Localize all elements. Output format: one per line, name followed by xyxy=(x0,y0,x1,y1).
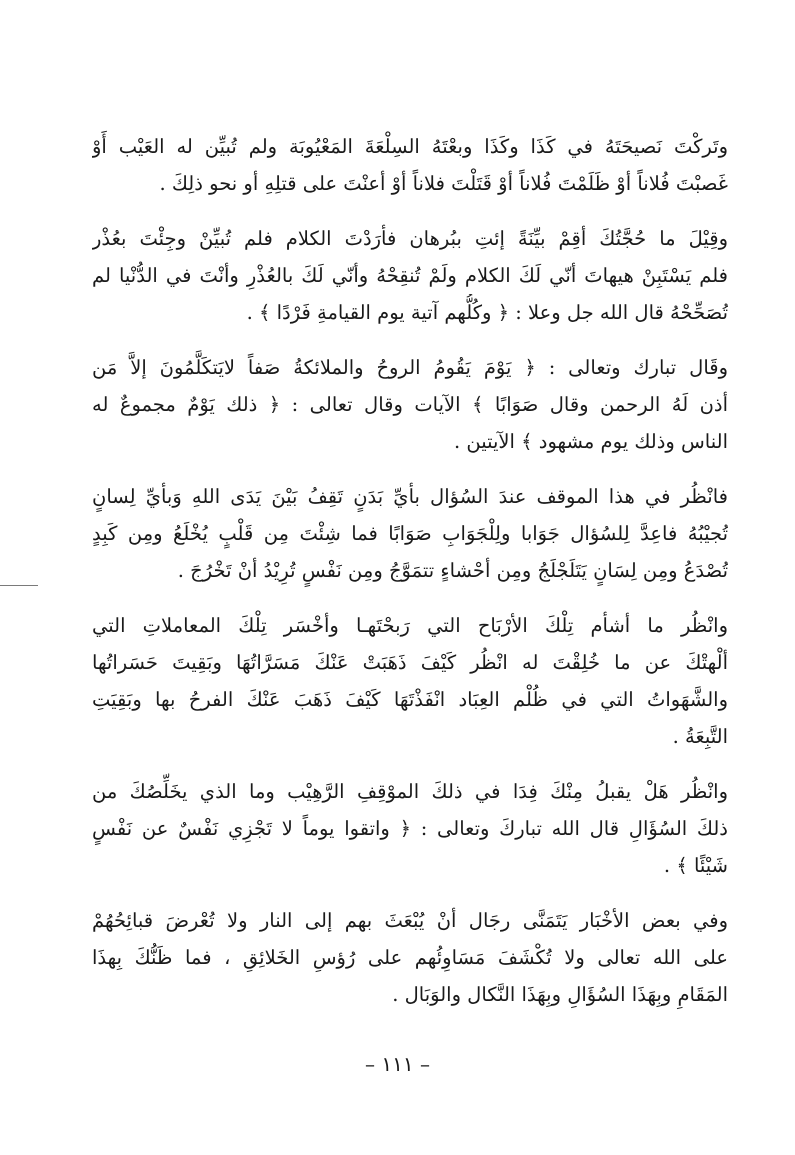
text-line: غَصبْتَ فُلاناً أوْ ظَلَمْتَ فُلاناً أوْ قَتَلْتَ فلاناً أوْ أعنْتَ على قتلِهِ أو نحو ذلِكَ . xyxy=(159,172,728,195)
paragraph-gap xyxy=(92,589,728,607)
text-line: وقِيْلَ ما حُجَّتُكَ أقِمْ بيِّنَةً إئتِ ببُرهان فأرَدْتَ الكلام فلم تُبيِّنْ وجِئْتَ بعُذْر xyxy=(92,227,728,250)
text-line: وانْظُر هَلْ يقبلُ مِنْكَ فِدَا في ذلكَ الموْقِفِ الرَّهِيْب وما الذي يخَلِّصُكَ من xyxy=(92,780,728,803)
paragraph xyxy=(92,902,728,1013)
paragraph xyxy=(92,349,728,460)
text-line: أذن لَهُ الرحمن وقال صَوَابًا ﴾ الآيات وقال تعالى : ﴿ ذلك يَوْمٌ مجموعٌ له xyxy=(92,393,728,416)
text-line: التَّبِعَةُ . xyxy=(672,725,728,748)
text-line: الناس وذلك يوم مشهود ﴾ الآيتين . xyxy=(453,430,728,453)
text-line: المَقَامِ وبِهَذَا السُؤَالِ وبِهَذَا النَّكال والوَبَال . xyxy=(392,983,728,1006)
text-line: ذلكَ السُؤَالِ قال الله تباركَ وتعالى : ﴿ واتقوا يوماً لا تَجْزِي نَفْسٌ عن نَفْسٍ xyxy=(92,817,728,840)
text-line: على الله تعالى ولا تُكْشَفَ مَسَاوِئُهم على رُؤسِ الخَلائِقِ ، فما ظَنُّكَ بِهذَا xyxy=(92,946,728,969)
paragraph-gap xyxy=(92,755,728,773)
paragraph xyxy=(92,607,728,755)
text-line: فلم يَسْتَبِنْ هيهاتَ أنّي لَكَ الكلام ولَمْ تُنقِحْهُ وأنّي لَكَ بالعُذْرِ وأنْتَ في الدُّنْيا لم xyxy=(92,264,728,287)
paragraph xyxy=(92,220,728,331)
text-line: تُصَحِّحْهُ قال الله جل وعلا : ﴿ وكُلُّهم آتية يوم القيامةِ فَرْدًا ﴾ . xyxy=(246,301,728,324)
text-line: وفي بعض الأخْبَار يَتَمَنَّى رجَال أنْ يُبْعَثَ بهم إلى النار ولا تُعْرضَ قبائِحُهُمْ xyxy=(92,909,728,932)
margin-rule xyxy=(0,585,38,586)
text-line: تُجيْبُهُ فاعِدَّ لِلسُؤال جَوَابا ولِلْجَوَابِ صَوَابًا فما شِئْتَ مِن قَلْبٍ يُخْلَعُ ومِن كَبِدٍ xyxy=(92,522,728,545)
paragraph xyxy=(92,478,728,589)
text-line: وانْظُر ما أشأم تِلْكَ الأرْبَاح التي رَبحْتَهـا وأخْسَر تِلْكَ المعاملاتِ التي xyxy=(92,614,728,637)
text-line: ألْهتْكَ عن ما خُلِقْتَ له انْظُر كَيْفَ ذَهَبَتْ عَنْكَ مَسَرَّاتُهَا وبَقِيتَ حَسَراتُها xyxy=(92,651,728,674)
paragraph-gap xyxy=(92,331,728,349)
page-number: – ١١١ – xyxy=(365,1052,430,1076)
text-line: شَيْئًا ﴾ . xyxy=(663,854,728,877)
paragraph-gap xyxy=(92,202,728,220)
text-line: فانْظُر في هذا الموقف عندَ السُؤال بأيِّ بَدَنٍ تَقِفُ بَيْنَ يَدَى اللهِ وَبأيِّ لِسانٍ xyxy=(92,485,728,508)
text-line: وقَال تبارك وتعالى : ﴿ يَوْمَ يَقُومُ الروحُ والملائكةُ صَفاً لايَتكَلَّمُونَ إلاَّ مَن xyxy=(92,356,728,379)
text-line: وتَركْتَ نَصيحَتَهُ في كَذَا وكَذَا وبعْتَهُ السِلْعَةَ المَعْيُوبَة ولم تُبيِّن له العَيْب أَوْ xyxy=(92,135,728,158)
text-line: والشَّهَواتُ التي في ظُلْم العِبَاد انْفَذْتَهَا كَيْفَ ذَهَبَ عَنْكَ الفرحُ بها وبَقِيَتِ xyxy=(92,688,728,711)
paragraph xyxy=(92,773,728,884)
paragraph-gap xyxy=(92,884,728,902)
paragraph xyxy=(92,128,728,202)
text-line: تُصْدَعُ ومِن لِسَانٍ يَتَلَجْلَجُ ومِن أحْشاءٍ تتمَوَّجُ ومِن نَفْسٍ تُرِيْدُ أنْ تَخْرُجَ . xyxy=(177,559,728,582)
page-body xyxy=(92,128,728,1013)
paragraph-gap xyxy=(92,460,728,478)
